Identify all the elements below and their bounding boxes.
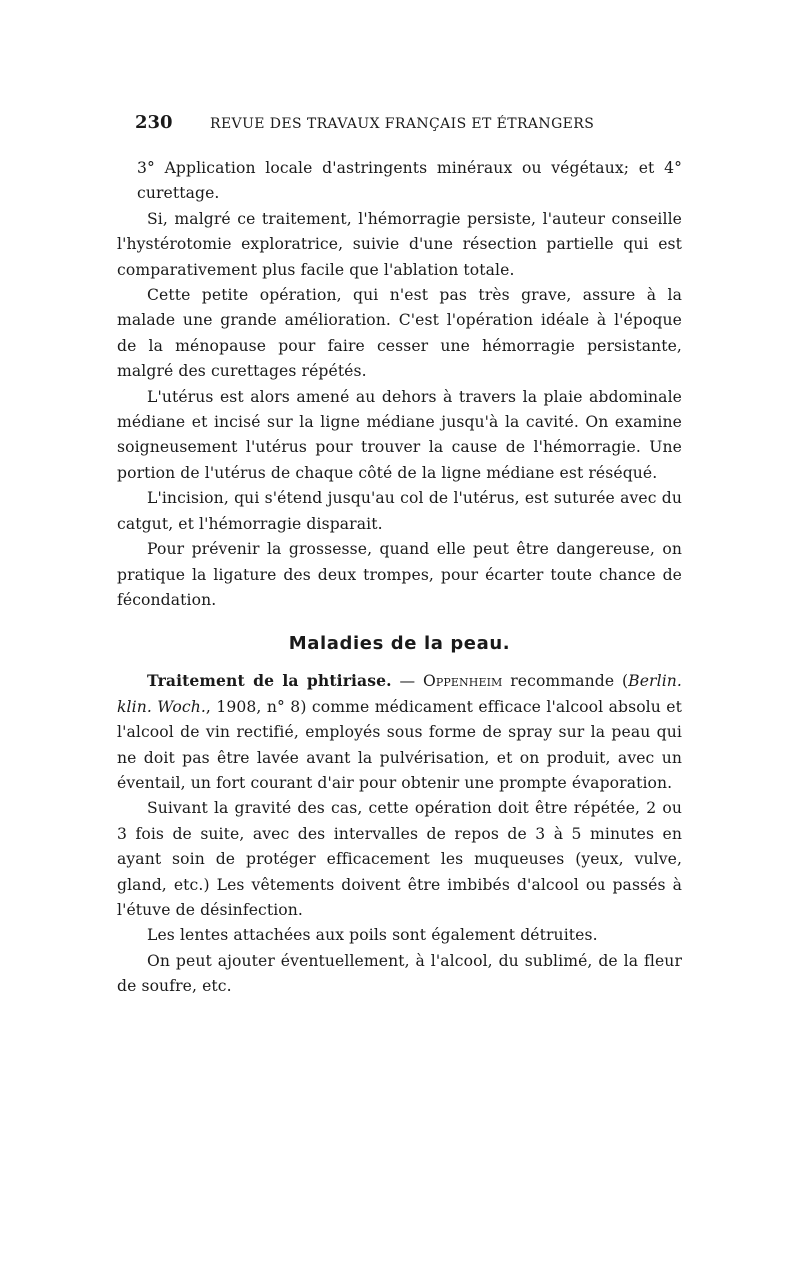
paragraph: 3° Application locale d'astringents minéraux ou végétaux; et 4° curettage.	[137, 159, 682, 203]
article-title: Traitement de la phtiriase.	[147, 671, 392, 691]
paragraph: L'incision, qui s'étend jusqu'au col de l'utérus, est suturée avec du catgut, et l'hémorragie disparait.	[117, 489, 682, 533]
page-number: 230	[135, 112, 173, 133]
body-text-after	[117, 668, 682, 999]
running-header	[117, 112, 682, 142]
section-heading: Maladies de la peau.	[288, 633, 511, 655]
paragraph: Pour prévenir la grossesse, quand elle peut être dangereuse, on pratique la ligature des deux trompes, pour écarter toute chance de fécondation.	[117, 540, 682, 609]
paragraph: L'utérus est alors amené au dehors à travers la plaie abdominale médiane et incisé sur la ligne médiane jusqu'à la cavité. On examine soigneusement l'utérus pour trouver la cause de l'hémorragie. Une portion de l'utérus de chaque côté de la ligne médiane est réséqué.	[117, 387, 682, 482]
paragraph: Suivant la gravité des cas, cette opération doit être répétée, 2 ou 3 fois de suite, avec des intervalles de repos de 3 à 5 minutes en ayant soin de protéger efficacement les muqueuses (yeux, vulve, gland, etc.) Les vêtements doivent être imbibés d'alcool ou passés à l'étuve de désinfection.	[117, 799, 682, 919]
body-text-before	[117, 156, 682, 613]
running-title: REVUE DES TRAVAUX FRANÇAIS ET ÉTRANGERS	[210, 116, 595, 132]
journal-citation: Berlin. klin. Woch.	[117, 672, 682, 716]
text-segment: , 1908, n° 8) comme médicament efficace l'alcool absolu et l'alcool de vin rectifié, employés sous forme de spray sur la peau qui ne doit pas être lavée avant la pulvérisation, et on produit, avec un éventail, un fort courant d'air pour obtenir une prompte évaporation.	[117, 697, 682, 792]
title-dash: —	[391, 672, 424, 691]
article-lead-paragraph	[117, 668, 682, 796]
text-segment: recommande (	[502, 672, 629, 691]
author-name: Oppenheim	[423, 672, 503, 691]
book-page	[117, 112, 682, 1000]
paragraph: On peut ajouter éventuellement, à l'alcool, du sublimé, de la fleur de soufre, etc.	[117, 951, 682, 996]
paragraph: Les lentes attachées aux poils sont également détruites.	[147, 926, 598, 945]
paragraph: Si, malgré ce traitement, l'hémorragie persiste, l'auteur conseille l'hystérotomie exploratrice, suivie d'une résection partielle qui est comparativement plus facile que l'ablation totale.	[117, 209, 682, 279]
paragraph: Cette petite opération, qui n'est pas très grave, assure à la malade une grande amélioration. C'est l'opération idéale à l'époque de la ménopause pour faire cesser une hémorragie persistante, malgré des curettages répétés.	[117, 286, 682, 381]
